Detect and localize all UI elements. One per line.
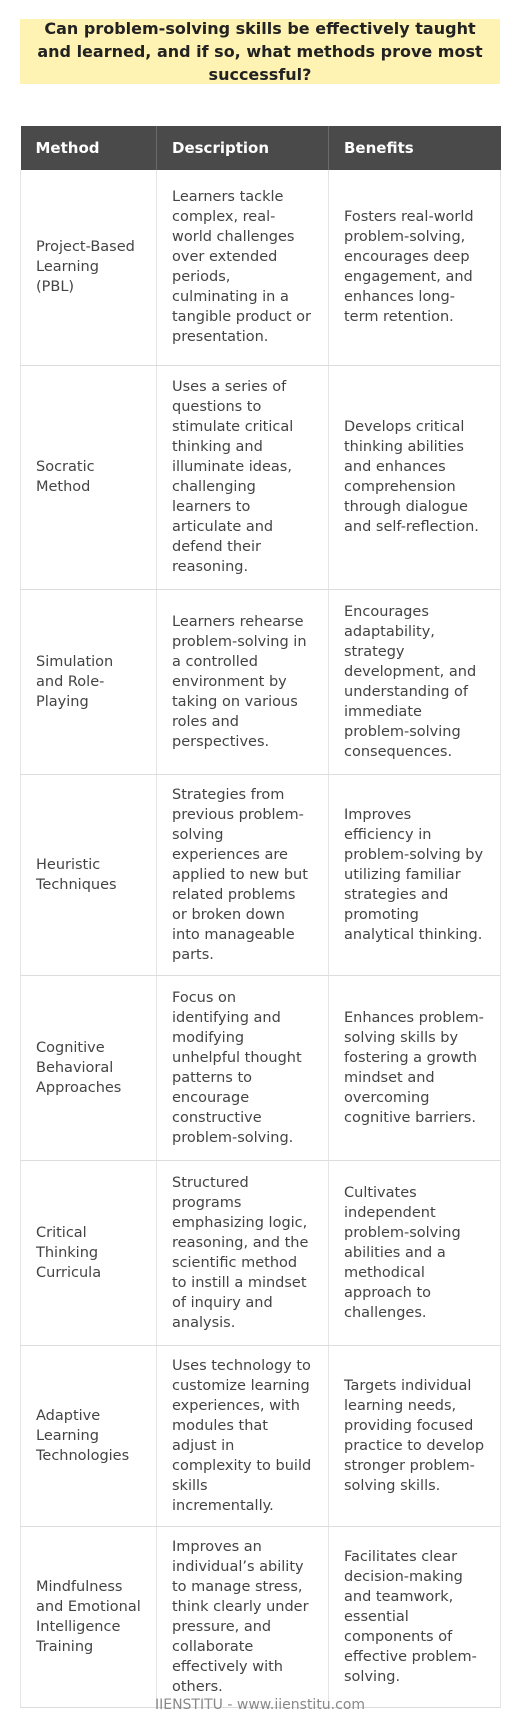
- cell-method: Project-Based Learning (PBL): [21, 170, 157, 365]
- footer-credit: IIENSTITU - www.iienstitu.com: [154, 1697, 366, 1713]
- cell-benefits: Improves efficiency in problem-solving by utilizing familiar strategies and promoting analytical thinking.: [329, 774, 501, 975]
- cell-method: Heuristic Techniques: [21, 774, 157, 975]
- cell-description: Improves an individual’s ability to manage stress, think clearly under pressure, and collaborate effectively with others.: [157, 1526, 329, 1707]
- table-row: [21, 1160, 501, 1345]
- table-row: [21, 365, 501, 589]
- cell-description: Structured programs emphasizing logic, reasoning, and the scientific method to instill a mindset of inquiry and analysis.: [157, 1160, 329, 1345]
- table-row: [21, 1526, 501, 1707]
- cell-description: Learners tackle complex, real-world challenges over extended periods, culminating in a tangible product or presentation.: [157, 170, 329, 365]
- cell-method: Socratic Method: [21, 365, 157, 589]
- cell-benefits: Fosters real-world problem-solving, encourages deep engagement, and enhances long-term retention.: [329, 170, 501, 365]
- cell-method: Critical Thinking Curricula: [21, 1160, 157, 1345]
- cell-benefits: Cultivates independent problem-solving abilities and a methodical approach to challenges.: [329, 1160, 501, 1345]
- table-row: [21, 170, 501, 365]
- cell-description: Strategies from previous problem-solving experiences are applied to new but related problems or broken down into manageable parts.: [157, 774, 329, 975]
- cell-benefits: Enhances problem-solving skills by fostering a growth mindset and overcoming cognitive barriers.: [329, 975, 501, 1160]
- cell-benefits: Develops critical thinking abilities and enhances comprehension through dialogue and self-reflection.: [329, 365, 501, 589]
- cell-description: Learners rehearse problem-solving in a controlled environment by taking on various roles and perspectives.: [157, 589, 329, 774]
- header-method: Method: [21, 126, 157, 170]
- cell-description: Uses a series of questions to stimulate critical thinking and illuminate ideas, challenging learners to articulate and defend their reasoning.: [157, 365, 329, 589]
- header-description: Description: [157, 126, 329, 170]
- header-benefits: Benefits: [329, 126, 501, 170]
- cell-benefits: Facilitates clear decision-making and teamwork, essential components of effective problem-solving.: [329, 1526, 501, 1707]
- table-row: [21, 1345, 501, 1526]
- cell-method: Simulation and Role-Playing: [21, 589, 157, 774]
- table-header-row: [21, 126, 501, 170]
- cell-description: Uses technology to customize learning experiences, with modules that adjust in complexity to build skills incrementally.: [157, 1345, 329, 1526]
- cell-description: Focus on identifying and modifying unhelpful thought patterns to encourage constructive problem-solving.: [157, 975, 329, 1160]
- cell-benefits: Targets individual learning needs, providing focused practice to develop stronger problem-solving skills.: [329, 1345, 501, 1526]
- table-row: [21, 589, 501, 774]
- table-row: [21, 774, 501, 975]
- table-row: [21, 975, 501, 1160]
- cell-method: Adaptive Learning Technologies: [21, 1345, 157, 1526]
- cell-benefits: Encourages adaptability, strategy development, and understanding of immediate problem-solving consequences.: [329, 589, 501, 774]
- cell-method: Mindfulness and Emotional Intelligence Training: [21, 1526, 157, 1707]
- methods-table: [20, 126, 501, 1708]
- cell-method: Cognitive Behavioral Approaches: [21, 975, 157, 1160]
- page-title: Can problem-solving skills be effectively taught and learned, and if so, what methods prove most successful?: [20, 19, 500, 84]
